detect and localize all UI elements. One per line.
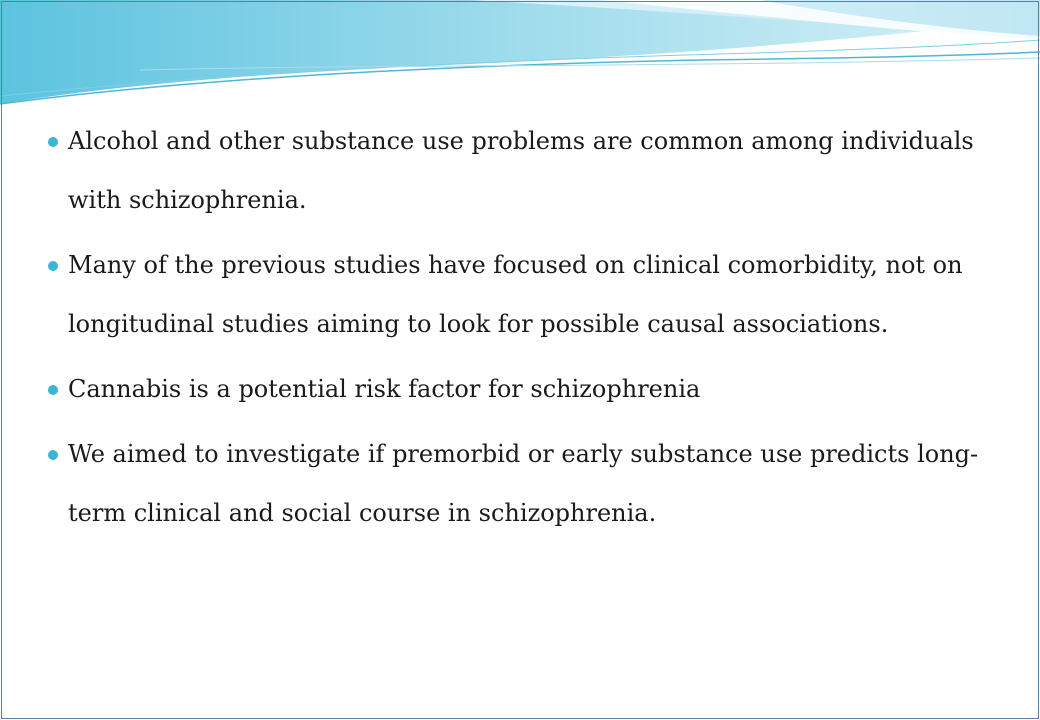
bullet-item [48,425,1008,543]
bullet-text: Cannabis is a potential risk factor for schizophrenia [68,375,701,403]
bullet-text: We aimed to investigate if premorbid or early substance use predicts long-term clinical and social course in schizophrenia. [68,440,979,527]
bullet-dot-icon [48,137,58,147]
header-wave-decoration [0,0,1040,120]
bullet-dot-icon [48,385,58,395]
bullet-text: Many of the previous studies have focused on clinical comorbidity, not on longitudinal studies aiming to look for possible causal associations. [68,251,963,338]
bullet-text: Alcohol and other substance use problems are common among individuals with schizophrenia. [68,127,974,214]
bullet-item [48,236,1008,354]
bullet-item [48,112,1008,230]
bullet-dot-icon [48,450,58,460]
bullet-dot-icon [48,261,58,271]
bullet-item [48,360,1008,419]
bullet-list [48,112,1008,549]
